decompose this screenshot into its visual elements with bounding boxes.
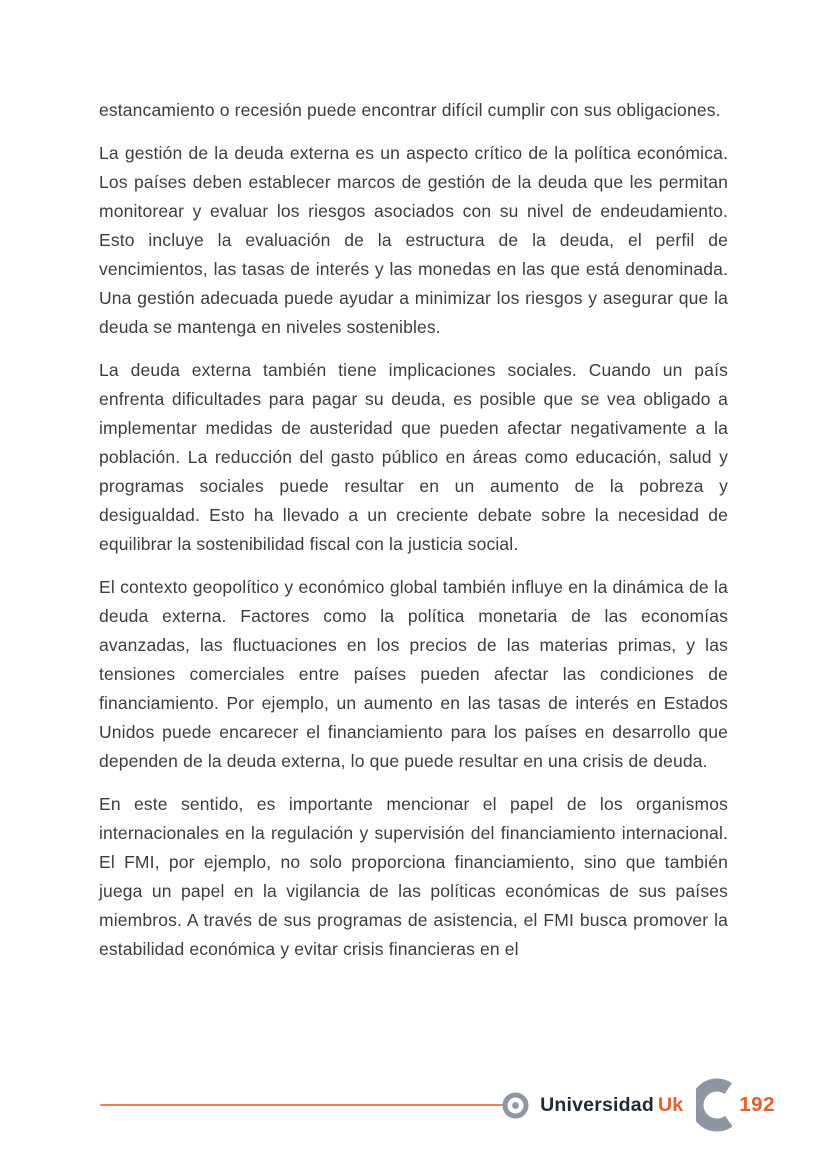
body-paragraph: La deuda externa también tiene implicaciones sociales. Cuando un país enfrenta dificultades para pagar su deuda, es posible que se vea obligado a implementar medidas de austeridad que pueden afectar negativamente a la población. La reducción del gasto público en áreas como educación, salud y programas sociales puede resultar en un aumento de la pobreza y desigualdad. Esto ha llevado a un creciente debate sobre la necesidad de equilibrar la sostenibilidad fiscal con la justicia social. [99,360,728,554]
page-footer [100,1076,775,1134]
page-body-text [99,96,728,978]
body-paragraph: En este sentido, es importante mencionar el papel de los organismos internacionales en la regulación y supervisión del financiamiento internacional. El FMI, por ejemplo, no solo proporciona financiamiento, sino que también juega un papel en la vigilancia de las políticas económicas de sus países miembros. A través de sus programas de asistencia, el FMI busca promover la estabilidad económica y evitar crisis financieras en el [99,794,728,959]
donut-bullet-icon [502,1092,529,1119]
brand-logo [540,1094,683,1117]
page-number: 192 [739,1093,775,1116]
body-paragraph: El contexto geopolítico y económico global también influye en la dinámica de la deuda externa. Factores como la política monetaria de las economías avanzadas, las fluctuaciones en los precios de las materias primas, y las tensiones comerciales entre países pueden afectar las condiciones de financiamiento. Por ejemplo, un aumento en las tasas de interés en Estados Unidos puede encarecer el financiamiento para los países en desarrollo que dependen de la deuda externa, lo que puede resultar en una crisis de deuda. [99,577,728,771]
brand-name: Universidad [540,1093,654,1116]
brand-accent: Uk [657,1093,684,1116]
crescent-icon [696,1077,732,1133]
body-paragraph: La gestión de la deuda externa es un aspecto crítico de la política económica. Los países deben establecer marcos de gestión de la deuda que les permitan monitorear y evaluar los riesgos asociados con su nivel de endeudamiento. Esto incluye la evaluación de la estructura de la deuda, el perfil de vencimientos, las tasas de interés y las monedas en las que está denominada. Una gestión adecuada puede ayudar a minimizar los riesgos y asegurar que la deuda se mantenga en niveles sostenibles. [99,143,728,337]
footer-divider-line [100,1104,503,1106]
body-paragraph: estancamiento o recesión puede encontrar difícil cumplir con sus obligaciones. [99,100,721,120]
